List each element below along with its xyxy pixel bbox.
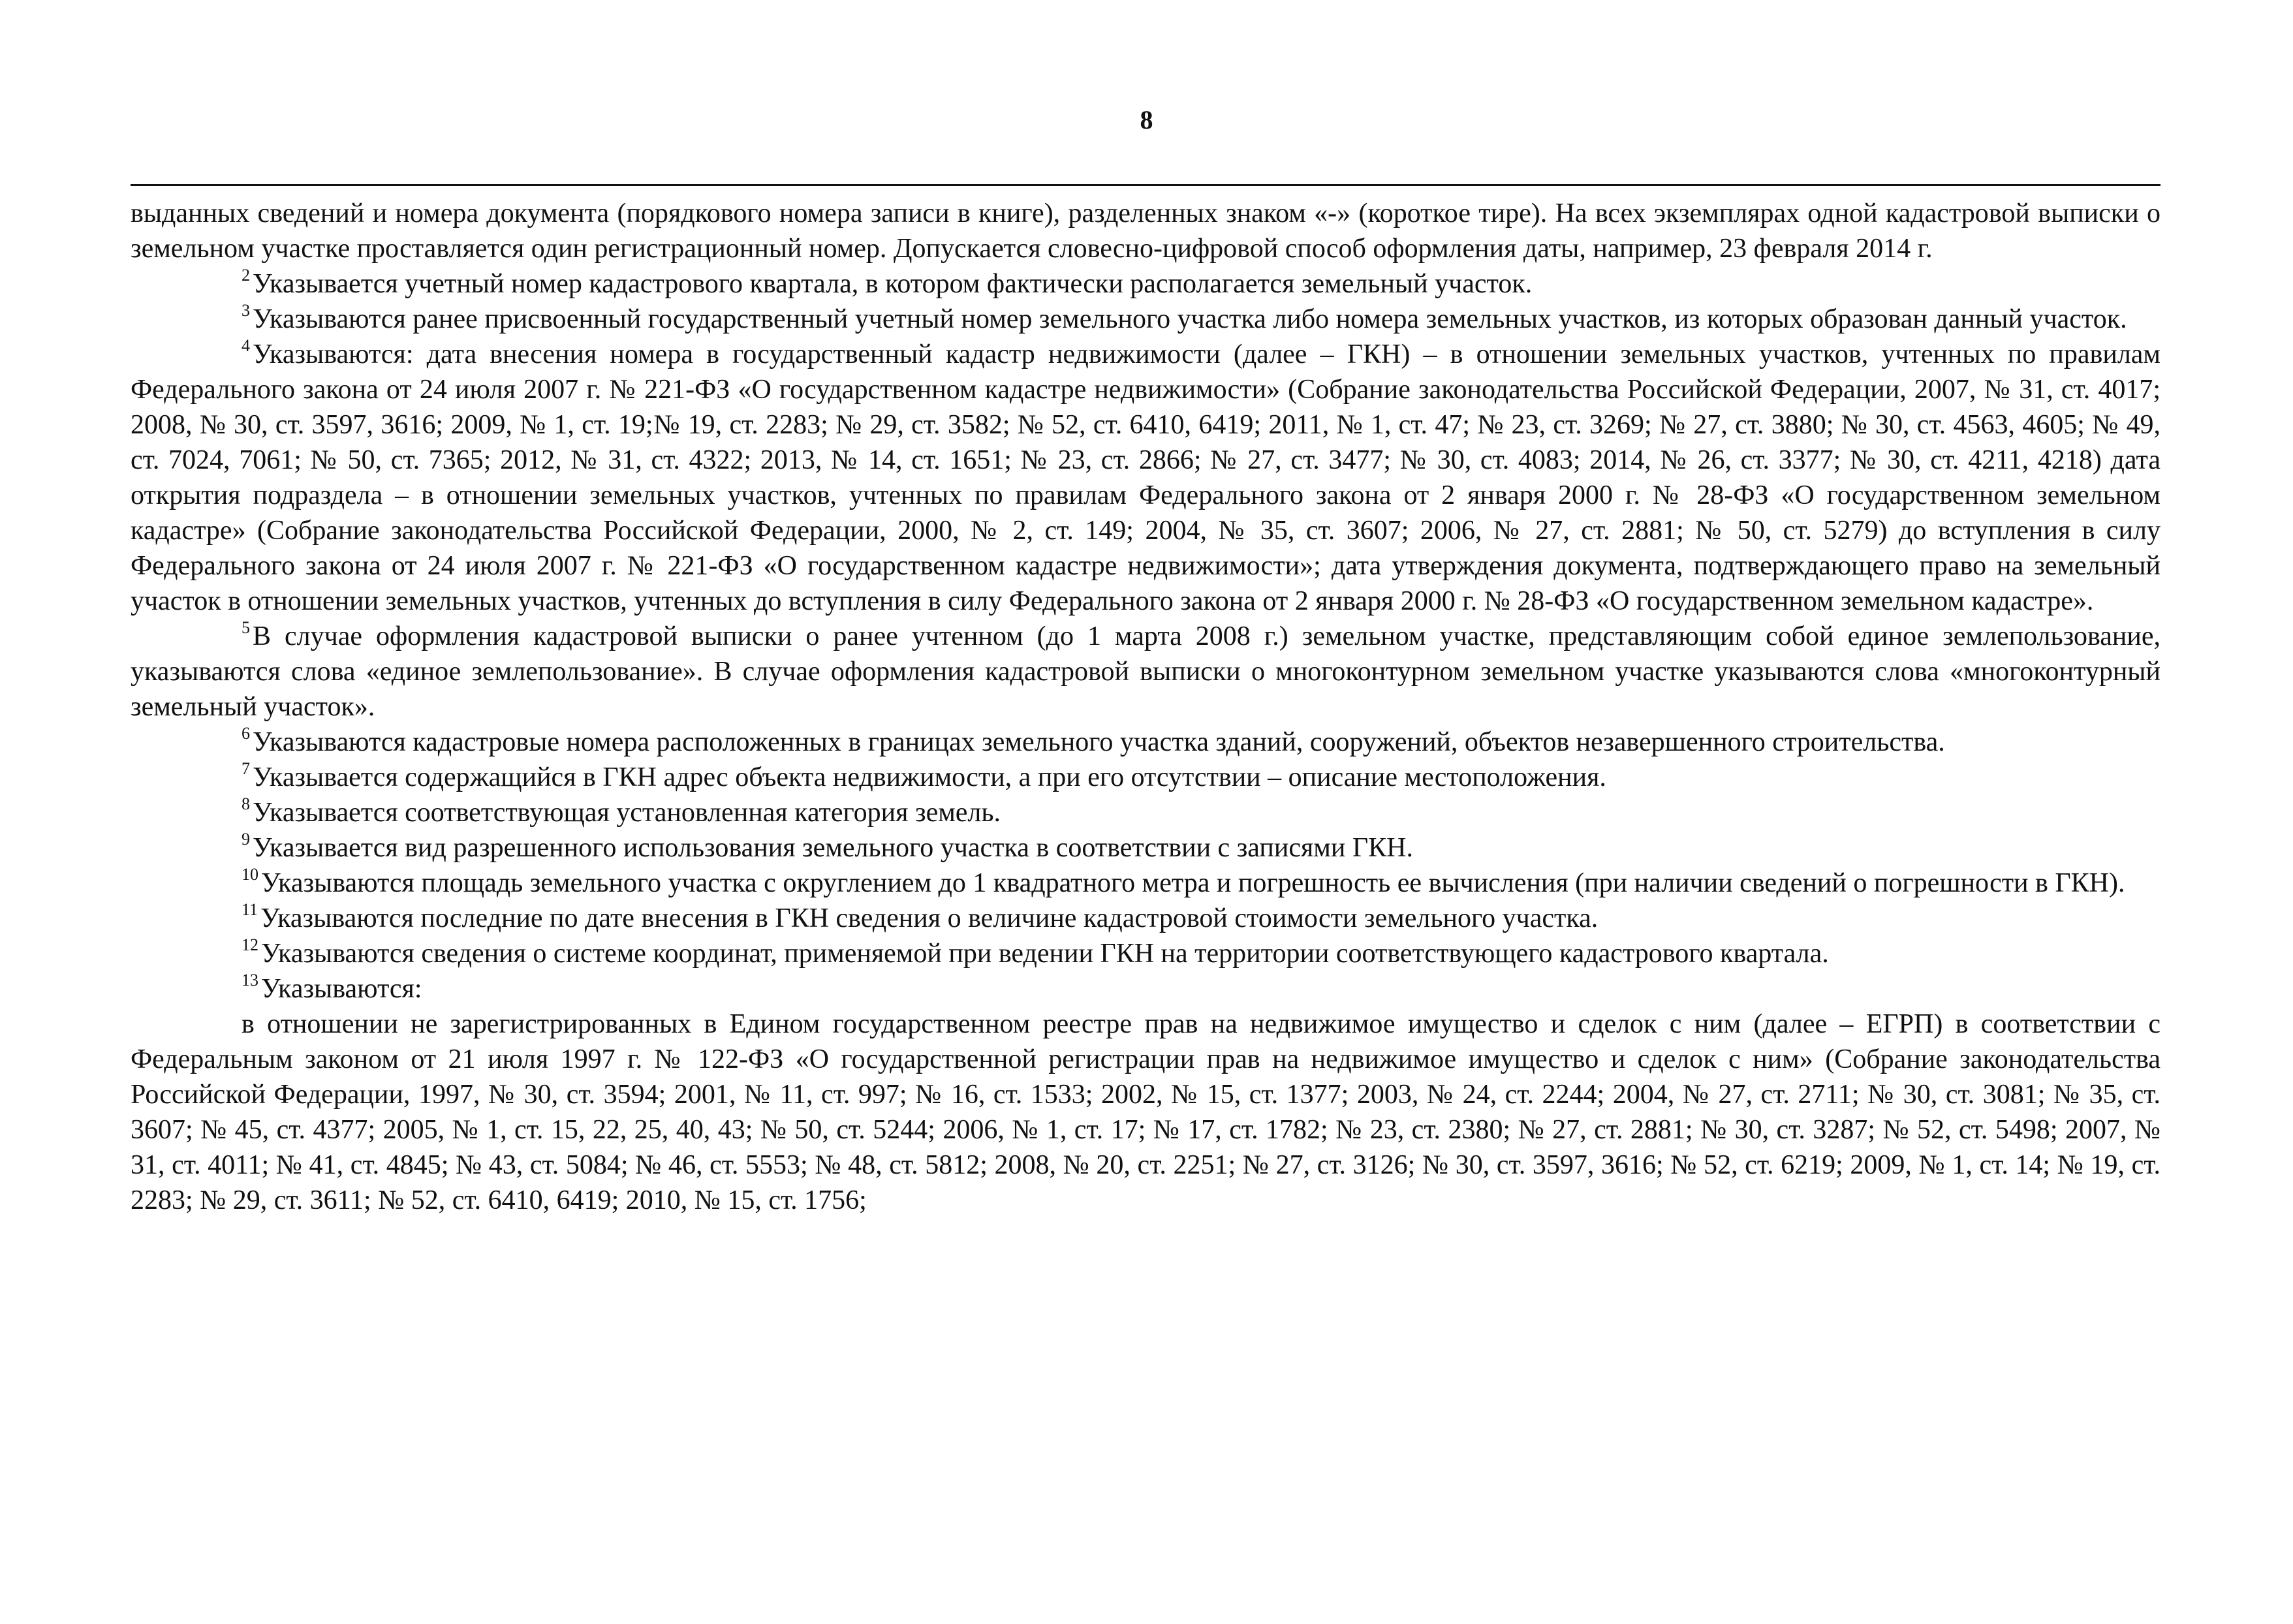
footnote-text: Указываются кадастровые номера расположенных в границах земельного участка зданий, сооружений, объектов незавершенного строительства.	[253, 727, 1945, 757]
footnote-text: Указывается учетный номер кадастрового квартала, в котором фактически располагается земельный участок.	[253, 269, 1533, 299]
footnote-marker: 6	[242, 724, 250, 743]
footnote-6	[131, 725, 2160, 760]
footnote-marker: 2	[242, 266, 250, 285]
footnote-text: Указываются: дата внесения номера в государственный кадастр недвижимости (далее – ГКН) – в отношении земельных участков, учтенных по правилам Федерального закона от 24 июля 2007 г. № 221-ФЗ «О государственном кадастре недвижимости» (Собрание законодательства Российской Федерации, 2007, № 31, ст. 4017; 2008, № 30, ст. 3597, 3616; 2009, № 1, ст. 19;№ 19, ст. 2283; № 29, ст. 3582; № 52, ст. 6410, 6419; 2011, № 1, ст. 47; № 23, ст. 3269; № 27, ст. 3880; № 30, ст. 4563, 4605; № 49, ст. 7024, 7061; № 50, ст. 7365; 2012, № 31, ст. 4322; 2013, № 14, ст. 1651; № 23, ст. 2866; № 27, ст. 3477; № 30, ст. 4083; 2014, № 26, ст. 3377; № 30, ст. 4211, 4218) дата открытия подраздела – в отношении земельных участков, учтенных по правилам Федерального закона от 2 января 2000 г. № 28-ФЗ «О государственном земельном кадастре» (Собрание законодательства Российской Федерации, 2000, № 2, ст. 149; 2004, № 35, ст. 3607; 2006, № 27, ст. 2881; № 50, ст. 5279) до вступления в силу Федерального закона от 24 июля 2007 г. № 221-ФЗ «О государственном кадастре недвижимости»; дата утверждения документа, подтверждающего право на земельный участок в отношении земельных участков, учтенных до вступления в силу Федерального закона от 2 января 2000 г. № 28-ФЗ «О государственном земельном кадастре».	[131, 339, 2160, 616]
footnote-text: выданных сведений и номера документа (порядкового номера записи в книге), разделенных знаком «-» (короткое тире). На всех экземплярах одной кадастровой выписки о земельном участке проставляется один регистрационный номер. Допускается словесно-цифровой способ оформления даты, например, 23 февраля 2014 г.	[131, 198, 2160, 264]
footnote-marker: 12	[242, 935, 258, 954]
footnote-marker: 9	[242, 830, 250, 849]
footnote-text: Указываются последние по дате внесения в ГКН сведения о величине кадастровой стоимости земельного участка.	[260, 903, 1599, 933]
footnote-text: в отношении не зарегистрированных в Едином государственном реестре прав на недвижимое имущество и сделок с ним (далее – ЕГРП) в соответствии с Федеральным законом от 21 июля 1997 г. № 122-ФЗ «О государственной регистрации прав на недвижимое имущество и сделок с ним» (Собрание законодательства Российской Федерации, 1997, № 30, ст. 3594; 2001, № 11, ст. 997; № 16, ст. 1533; 2002, № 15, ст. 1377; 2003, № 24, ст. 2244; 2004, № 27, ст. 2711; № 30, ст. 3081; № 35, ст. 3607; № 45, ст. 4377; 2005, № 1, ст. 15, 22, 25, 40, 43; № 50, ст. 5244; 2006, № 1, ст. 17; № 17, ст. 1782; № 23, ст. 2380; № 27, ст. 2881; № 30, ст. 3287; № 52, ст. 5498; 2007, № 31, ст. 4011; № 41, ст. 4845; № 43, ст. 5084; № 46, ст. 5553; № 48, ст. 5812; 2008, № 20, ст. 2251; № 27, ст. 3126; № 30, ст. 3597, 3616; № 52, ст. 6219; 2009, № 1, ст. 14; № 19, ст. 2283; № 29, ст. 3611; № 52, ст. 6410, 6419; 2010, № 15, ст. 1756;	[131, 1009, 2160, 1215]
footnote-11	[131, 901, 2160, 936]
header-divider	[131, 184, 2160, 186]
footnote-marker: 3	[242, 301, 250, 320]
footnote-12	[131, 936, 2160, 971]
footnote-text: В случае оформления кадастровой выписки о ранее учтенном (до 1 марта 2008 г.) земельном участке, представляющим собой единое землепользование, указываются слова «единое землепользование». В случае оформления кадастровой выписки о многоконтурном земельном участке указываются слова «многоконтурный земельный участок».	[131, 621, 2160, 722]
footnote-text: Указываются сведения о системе координат, применяемой при ведении ГКН на территории соответствующего кадастрового квартала.	[261, 939, 1829, 969]
footnote-text: Указывается соответствующая установленная категория земель.	[253, 798, 1001, 828]
page-number: 8	[1140, 105, 1153, 134]
footnote-marker: 4	[242, 336, 250, 355]
footnote-text: Указываются:	[261, 974, 422, 1004]
footnote-marker: 10	[242, 865, 258, 884]
footnote-marker: 8	[242, 794, 250, 813]
footnote-8	[131, 795, 2160, 830]
footnote-1-continuation	[131, 196, 2160, 266]
footnote-text: Указывается вид разрешенного использования земельного участка в соответствии с записями ГКН.	[253, 833, 1413, 863]
footnote-text: Указываются ранее присвоенный государственный учетный номер земельного участка либо номера земельных участков, из которых образован данный участок.	[253, 304, 2127, 334]
footnotes-body	[131, 196, 2160, 1218]
footnote-marker: 11	[242, 900, 258, 919]
footnote-9	[131, 830, 2160, 866]
footnote-10	[131, 866, 2160, 901]
footnote-7	[131, 760, 2160, 795]
footnote-3	[131, 302, 2160, 337]
footnote-4	[131, 337, 2160, 619]
footnote-2	[131, 266, 2160, 302]
footnote-marker: 7	[242, 759, 250, 778]
footnote-13	[131, 971, 2160, 1007]
footnote-text: Указывается содержащийся в ГКН адрес объекта недвижимости, а при его отсутствии – описание местоположения.	[253, 762, 1606, 792]
footnote-13-detail	[131, 1007, 2160, 1218]
footnote-5	[131, 619, 2160, 725]
footnote-marker: 13	[242, 971, 258, 990]
footnote-marker: 5	[242, 618, 250, 637]
footnote-text: Указываются площадь земельного участка с округлением до 1 квадратного метра и погрешность ее вычисления (при наличии сведений о погрешности в ГКН).	[261, 868, 2125, 898]
